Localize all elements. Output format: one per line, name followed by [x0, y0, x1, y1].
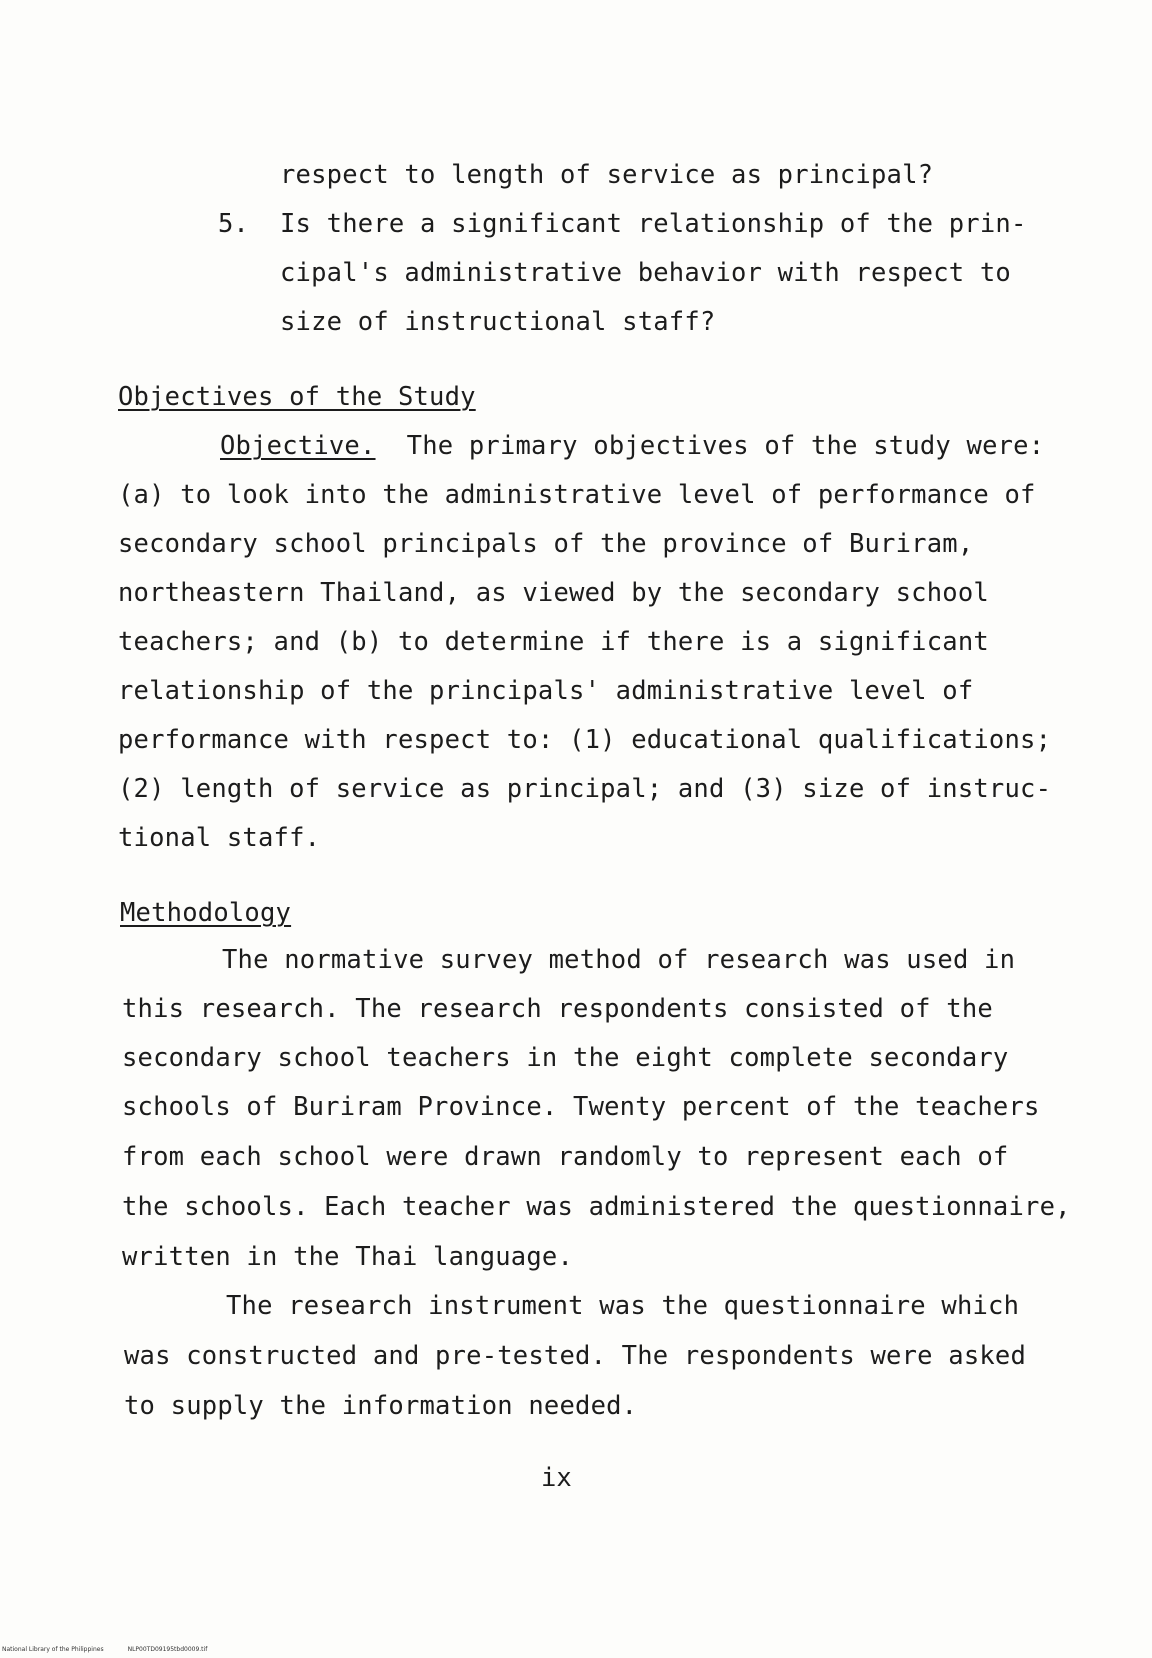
- objectives-line: northeastern Thailand, as viewed by the secondary school: [118, 578, 989, 608]
- section-heading-objectives: Objectives of the Study: [118, 382, 476, 412]
- run-in-label: Objective.: [220, 431, 376, 461]
- objectives-line: teachers; and (b) to determine if there is a significant: [118, 627, 989, 657]
- scan-footer: [2, 1646, 207, 1654]
- objectives-line: (a) to look into the administrative level of performance of: [118, 480, 1036, 510]
- methodology-line: secondary school teachers in the eight complete secondary: [122, 1043, 1009, 1073]
- methodology-line: schools of Buriram Province. Twenty percent of the teachers: [122, 1092, 1040, 1122]
- page-number: ix: [541, 1463, 572, 1493]
- objectives-line: tional staff.: [118, 823, 321, 853]
- methodology-line: to supply the information needed.: [124, 1391, 638, 1421]
- objectives-line: secondary school principals of the province of Buriram,: [118, 529, 974, 559]
- footer-code: NLP00TD09195tbd0009.tif: [127, 1646, 208, 1653]
- footer-library: National Library of the Philippines: [2, 1646, 104, 1653]
- methodology-line: The normative survey method of research was used in: [222, 945, 1016, 975]
- question-line: cipal's administrative behavior with respect to: [280, 258, 1011, 288]
- methodology-line: this research. The research respondents consisted of the: [122, 994, 993, 1024]
- question-line: Is there a significant relationship of the prin-: [280, 209, 1027, 239]
- objectives-line: (2) length of service as principal; and (3) size of instruc-: [118, 774, 1052, 804]
- methodology-line: the schools. Each teacher was administered the questionnaire,: [122, 1192, 1071, 1222]
- question-continuation-line: respect to length of service as principal?: [280, 160, 934, 190]
- methodology-line: was constructed and pre-tested. The respondents were asked: [124, 1341, 1027, 1371]
- objectives-line: performance with respect to: (1) educational qualifications;: [118, 725, 1052, 755]
- objectives-first-line: [220, 430, 1044, 462]
- methodology-line: from each school were drawn randomly to represent each of: [122, 1142, 1009, 1172]
- question-line: size of instructional staff?: [280, 307, 716, 337]
- methodology-line: written in the Thai language.: [122, 1242, 574, 1272]
- objectives-line: relationship of the principals' administrative level of: [118, 676, 974, 706]
- methodology-line: The research instrument was the questionnaire which: [226, 1291, 1020, 1321]
- objectives-first-line-text: The primary objectives of the study were:: [406, 431, 1045, 461]
- question-number: 5.: [218, 209, 249, 239]
- section-heading-methodology: Methodology: [120, 898, 292, 928]
